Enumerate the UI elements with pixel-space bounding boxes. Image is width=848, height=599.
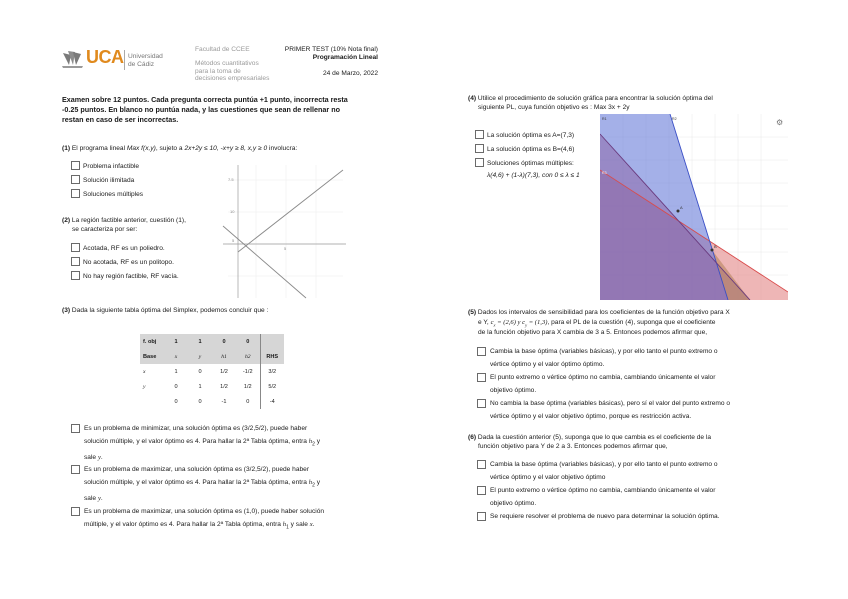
q6-option-2[interactable] — [490, 484, 790, 510]
simplex-table — [140, 334, 284, 409]
q4-option-1-label: La solución óptima es A=(7,3) — [487, 132, 575, 139]
table-cell: -4 — [260, 394, 284, 409]
q6-number: (6) — [468, 434, 477, 441]
test-date: 24 de Marzo, 2022 — [323, 70, 378, 77]
checkbox[interactable] — [475, 158, 484, 167]
q3-text: Dada la siguiente tabla óptima del Simplex, podemos concluir que : — [71, 307, 269, 314]
small-plot-tick-low: 5 — [232, 238, 235, 243]
table-cell: 1/2 — [220, 368, 228, 375]
q3-option-2-y: y — [314, 479, 321, 486]
q4-option-3-label: Soluciones óptimas múltiples: — [487, 160, 574, 167]
checkbox[interactable] — [71, 424, 80, 433]
q3-option-2-text: solución múltiple, y el valor óptimo es 4. Para hallar la 2ª Tabla óptima, entra — [84, 479, 309, 486]
table-cell: 1 — [174, 368, 178, 375]
q3-option-1-sale: sale — [84, 454, 98, 462]
q4-option-2[interactable] — [475, 144, 574, 155]
q5-line1: Dados los intervalos de sensibilidad para los coeficientes de la función objetivo para X — [477, 309, 730, 316]
table-cell: 1 — [188, 334, 212, 349]
q1-text-b: Max f(x,y) — [126, 145, 156, 152]
q3-option-3-line1: Es un problema de maximizar, una solución óptima es (1,0), puede haber solución — [84, 508, 325, 515]
logo-divider — [124, 50, 125, 70]
table-cell: 1/2 — [220, 383, 228, 390]
point-b-label: B — [714, 244, 717, 249]
q6-option-3-line1: Se requiere resolver el problema de nuevo para determinar la solución óptima. — [490, 513, 720, 520]
q5-line2-cy-sub: y — [525, 322, 528, 328]
q3-option-3-sale: y sale — [288, 521, 310, 528]
table-cell: Base — [140, 349, 164, 364]
table-cell: 1 — [198, 383, 202, 390]
q5-option-2-line1: El punto extremo o vértice óptimo no cambia, cambiando únicamente el valor — [490, 374, 716, 381]
checkbox[interactable] — [71, 161, 80, 170]
constraint-line-1 — [238, 170, 343, 252]
table-row — [140, 379, 284, 394]
q5-line2-g: , para el PL de la cuestión (4), suponga que el coeficiente — [547, 319, 716, 326]
uca-emblem-icon — [62, 49, 84, 69]
checkbox[interactable] — [71, 243, 80, 252]
q6-statement-line1 — [468, 433, 711, 442]
q3-statement — [62, 306, 268, 315]
table-cell — [140, 394, 164, 409]
q5-line2-a: e Y, — [478, 319, 491, 326]
q6-option-2-line1: El punto extremo o vértice óptimo no cambia, cambiando únicamente el valor — [490, 487, 716, 494]
q2-statement-line1 — [62, 216, 186, 225]
q2-option-3-label: No hay región factible, RF vacía. — [83, 273, 179, 280]
test-title: PRIMER TEST (10% Nota final) — [284, 46, 378, 53]
q3-option-3-dot: . — [312, 521, 315, 528]
q1-option-3[interactable] — [71, 189, 143, 200]
table-cell: 0 — [198, 398, 202, 405]
small-plot-tick-top: 7.5 — [228, 177, 234, 182]
checkbox[interactable] — [71, 175, 80, 184]
table-row — [140, 364, 284, 379]
university-name-line2: de Cádiz — [128, 61, 155, 68]
q5-option-2[interactable] — [490, 371, 790, 397]
table-cell: 3/2 — [260, 364, 284, 379]
intro-line2: -0.25 puntos. En blanco no puntúa nada, y las cuestiones que sean de rellenar no — [62, 105, 340, 114]
q3-option-1-line1: Es un problema de minimizar, una solución óptima es (3/2,5/2), puede haber — [84, 425, 308, 432]
table-cell: -1/2 — [242, 368, 253, 375]
q1-option-2[interactable] — [71, 175, 134, 186]
q1-feasible-region-plot — [218, 160, 348, 300]
small-plot-tick-mid: 10 — [230, 209, 235, 214]
checkbox[interactable] — [71, 465, 80, 474]
table-cell: 5/2 — [260, 379, 284, 394]
q3-option-1[interactable] — [84, 422, 384, 464]
q1-statement — [62, 144, 297, 153]
test-subtitle: Programación Lineal — [312, 54, 378, 61]
checkbox[interactable] — [71, 257, 80, 266]
q5-statement-line1 — [468, 308, 730, 317]
faculty-label: Facultad de CCEE — [195, 46, 250, 53]
checkbox[interactable] — [71, 189, 80, 198]
uca-logo — [62, 47, 124, 71]
table-cell: x — [164, 349, 188, 364]
q1-option-1[interactable] — [71, 161, 139, 172]
q3-option-1-outvar: y — [97, 454, 101, 462]
q2-option-1-label: Acotada, RF es un poliedro. — [83, 245, 165, 252]
q3-option-1-var: h — [308, 438, 313, 445]
q5-option-2-line2: objetivo óptimo. — [490, 387, 537, 394]
q3-option-3[interactable] — [84, 505, 384, 534]
q4-number: (4) — [468, 95, 477, 102]
university-name-line1: Universidad — [128, 53, 163, 60]
q1-text-a: El programa lineal — [71, 145, 127, 152]
table-row — [140, 334, 284, 349]
q5-line2-cx: c — [490, 319, 494, 326]
q6-option-2-line2: objetivo óptimo. — [490, 500, 537, 507]
checkbox[interactable] — [477, 512, 486, 521]
q6-option-1-line1: Cambia la base óptima (variables básicas), y por ello tanto el punto extremo o — [490, 461, 718, 468]
q1-number: (1) — [62, 145, 71, 152]
q5-statement-line3: de la función objetivo para X cambia de 3 a 5. Entonces podemos afirmar que, — [478, 329, 708, 336]
q1-option-3-label: Soluciones múltiples — [83, 191, 144, 198]
q4-option-2-label: La solución óptima es B=(4,6) — [487, 146, 575, 153]
table-cell: RHS — [260, 349, 284, 364]
table-cell: 0 — [174, 398, 178, 405]
q3-option-3-text: múltiple, y el valor óptimo es 4. Para hallar la 2ª Tabla óptima, entra — [84, 521, 283, 528]
q2-option-3[interactable] — [71, 271, 179, 282]
q3-option-2-line3 — [84, 492, 384, 505]
q3-option-2-line1: Es un problema de maximizar, una solución óptima es (3/2,5/2), puede haber — [84, 466, 310, 473]
checkbox[interactable] — [477, 460, 486, 469]
table-cell: 0 — [174, 383, 178, 390]
q3-option-1-dot: . — [100, 454, 103, 462]
q3-option-2-outvar: y — [97, 495, 101, 503]
q2-number: (2) — [62, 217, 71, 224]
q3-option-2-sub: 2 — [312, 482, 315, 489]
q3-number: (3) — [62, 307, 71, 314]
subject-line2: para la toma de — [195, 67, 241, 75]
q3-option-3-line2 — [84, 518, 384, 534]
q5-number: (5) — [468, 309, 477, 316]
q6-option-3[interactable] — [490, 510, 790, 523]
table-cell: h2 — [236, 349, 260, 364]
q3-option-3-outvar: x — [309, 521, 313, 528]
uca-logo-text: UCA — [86, 47, 124, 67]
table-cell: 0 — [246, 398, 250, 405]
q3-option-2-dot: . — [100, 495, 103, 503]
table-row — [140, 349, 284, 364]
table-cell: f. obj — [140, 334, 164, 349]
q1-text-c: , sujeto a — [155, 145, 185, 152]
q1-text-e: involucra: — [267, 145, 298, 152]
q3-option-1-y: y — [314, 438, 321, 445]
table-cell: y — [188, 349, 212, 364]
q6-option-1-line2: vértice óptimo y el valor objetivo óptimo — [490, 474, 606, 481]
q4-statement-line1 — [468, 94, 713, 103]
checkbox[interactable] — [477, 399, 486, 408]
intro-line3: restan en caso de ser incorrectas. — [62, 115, 179, 124]
q6-statement-line2: función objetivo para Y de 2 a 3. Entonces podemos afirmar que, — [478, 443, 668, 450]
point-a-label: A — [680, 205, 683, 210]
table-cell: 0 — [236, 334, 260, 349]
q2-line1: La región factible anterior, cuestión (1), — [71, 217, 186, 224]
q5-option-3-line1: No cambia la base óptima (variables básicas), pero sí el valor del punto extremo o — [490, 400, 731, 407]
q5-line2-cx-sub: x — [493, 322, 496, 328]
q3-option-2-var: h — [308, 479, 313, 486]
intro-line1: Examen sobre 12 puntos. Cada pregunta correcta puntúa +1 punto, incorrecta resta — [62, 95, 348, 104]
table-cell — [260, 334, 284, 349]
q5-option-1-line1: Cambia la base óptima (variables básicas), y por ello tanto el punto extremo o — [490, 348, 718, 355]
q6-line1: Dada la cuestión anterior (5), suponga que lo que cambia es el coeficiente de la — [477, 434, 712, 441]
checkbox[interactable] — [477, 373, 486, 382]
q5-line2-f: = (1,3) — [527, 319, 548, 326]
q3-option-2-line2 — [84, 476, 384, 492]
q3-option-2-sale: sale — [84, 495, 98, 503]
checkbox[interactable] — [475, 144, 484, 153]
q3-option-1-line2 — [84, 435, 384, 451]
small-plot-tick-x: 5 — [284, 246, 287, 251]
q4-option-1[interactable] — [475, 130, 574, 141]
label-r2: R2 — [672, 117, 677, 121]
q1-option-2-label: Solución ilimitada — [83, 177, 135, 184]
checkbox[interactable] — [71, 507, 80, 516]
checkbox[interactable] — [477, 486, 486, 495]
q4-statement-line2: siguiente PL, cuya función objetivo es : Max 3x + 2y — [478, 104, 630, 111]
table-cell: 0 — [212, 334, 236, 349]
table-cell: 1 — [164, 334, 188, 349]
table-cell: 0 — [198, 368, 202, 375]
table-cell: h1 — [212, 349, 236, 364]
q2-option-1[interactable] — [71, 243, 165, 254]
q4-formula: λ(4,6) + (1-λ)(7,3), con 0 ≤ λ ≤ 1 — [487, 172, 580, 179]
label-r3: R3 — [602, 171, 607, 175]
q5-option-1-line2: vértice óptimo y el valor óptimo óptimo. — [490, 361, 605, 368]
subject-line3: decisiones empresariales — [195, 75, 270, 82]
checkbox[interactable] — [475, 130, 484, 139]
q1-option-1-label: Problema infactible — [83, 163, 140, 170]
table-cell: y — [143, 383, 146, 390]
q3-option-2[interactable] — [84, 463, 384, 505]
q2-option-2[interactable] — [71, 257, 174, 268]
table-cell: -1 — [221, 398, 227, 405]
table-cell: 1/2 — [243, 383, 252, 390]
small-plot-grid — [228, 165, 343, 298]
q4-graphical-solution-plot — [600, 114, 788, 300]
q4-option-3[interactable] — [475, 158, 574, 169]
q3-option-3-sub: 1 — [286, 524, 289, 531]
q2-statement-line2: se caracteriza por ser: — [72, 226, 138, 233]
q6-option-1[interactable] — [490, 458, 790, 484]
q3-option-1-sub: 2 — [312, 441, 315, 448]
table-cell: x — [143, 368, 146, 375]
label-r1: R1 — [602, 117, 607, 121]
subject-line1: Métodos cuantitativos — [195, 60, 259, 67]
q2-option-2-label: No acotada, RF es un politopo. — [83, 259, 174, 266]
q4-line1: Utilice el procedimiento de solución gráfica para encontrar la solución óptima del — [477, 95, 713, 102]
q5-option-3[interactable] — [490, 397, 790, 423]
q3-option-1-text: solución múltiple, y el valor óptimo es 4. Para hallar la 2ª Tabla óptima, entra — [84, 438, 309, 445]
q5-line2-d: = (2,6) y c — [495, 319, 526, 326]
table-row — [140, 394, 284, 409]
settings-gear-icon[interactable]: ⚙ — [776, 118, 784, 127]
checkbox[interactable] — [71, 271, 80, 280]
q5-option-3-line2: vértice óptimo y el valor objetivo óptimo, porque es restricción activa. — [490, 413, 692, 420]
constraint-line-2 — [223, 226, 306, 298]
checkbox[interactable] — [477, 347, 486, 356]
q1-text-d: 2x+2y ≤ 10, -x+y ≥ 8, x,y ≥ 0 — [184, 145, 268, 152]
q3-option-3-var: h — [282, 521, 287, 528]
q5-option-1[interactable] — [490, 345, 790, 371]
